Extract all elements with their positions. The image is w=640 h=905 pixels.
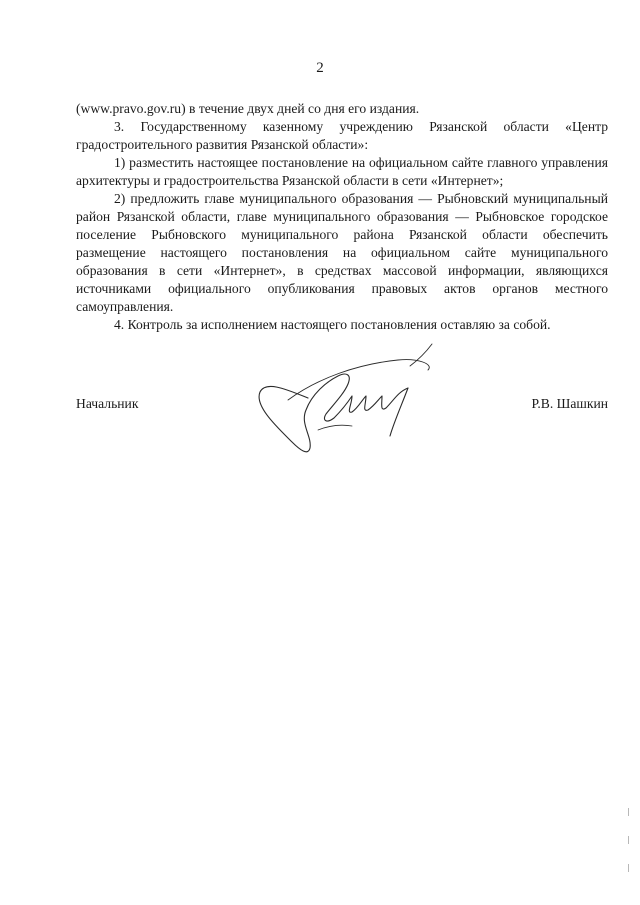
- paragraph-item-3: 3. Государственному казенному учреждению Рязанской области «Центр градостроительного развития Рязанской области»:: [76, 119, 608, 152]
- signatory-position: Начальник: [76, 396, 139, 411]
- scan-artifact: [628, 864, 633, 872]
- page-number: 2: [316, 60, 324, 76]
- handwritten-signature: [248, 330, 448, 470]
- paragraph-continuation: (www.pravo.gov.ru) в течение двух дней со дня его издания.: [76, 101, 420, 116]
- scan-artifact: [628, 808, 633, 816]
- signatory-name: Р.В. Шашкин: [531, 396, 608, 411]
- paragraph-subitem-2: 2) предложить главе муниципального образования — Рыбновский муниципальный район Рязанской области, главе муниципального образования — Рыбновское городское поселение Рыбновского муниципального района Рязанской области обеспечить размещение настоящего постановления на официальном сайте муниципального образования в сети «Интернет», в средствах массовой информации, являющихся источниками официального опубликования правовых актов органов местного самоуправления.: [76, 191, 608, 314]
- document-body: [76, 100, 608, 334]
- paragraph-item-4: 4. Контроль за исполнением настоящего постановления оставляю за собой.: [114, 317, 551, 332]
- scan-artifact: [628, 836, 633, 844]
- paragraph-subitem-1: 1) разместить настоящее постановление на официальном сайте главного управления архитектуры и градостроительства Рязанской области в сети «Интернет»;: [76, 155, 608, 188]
